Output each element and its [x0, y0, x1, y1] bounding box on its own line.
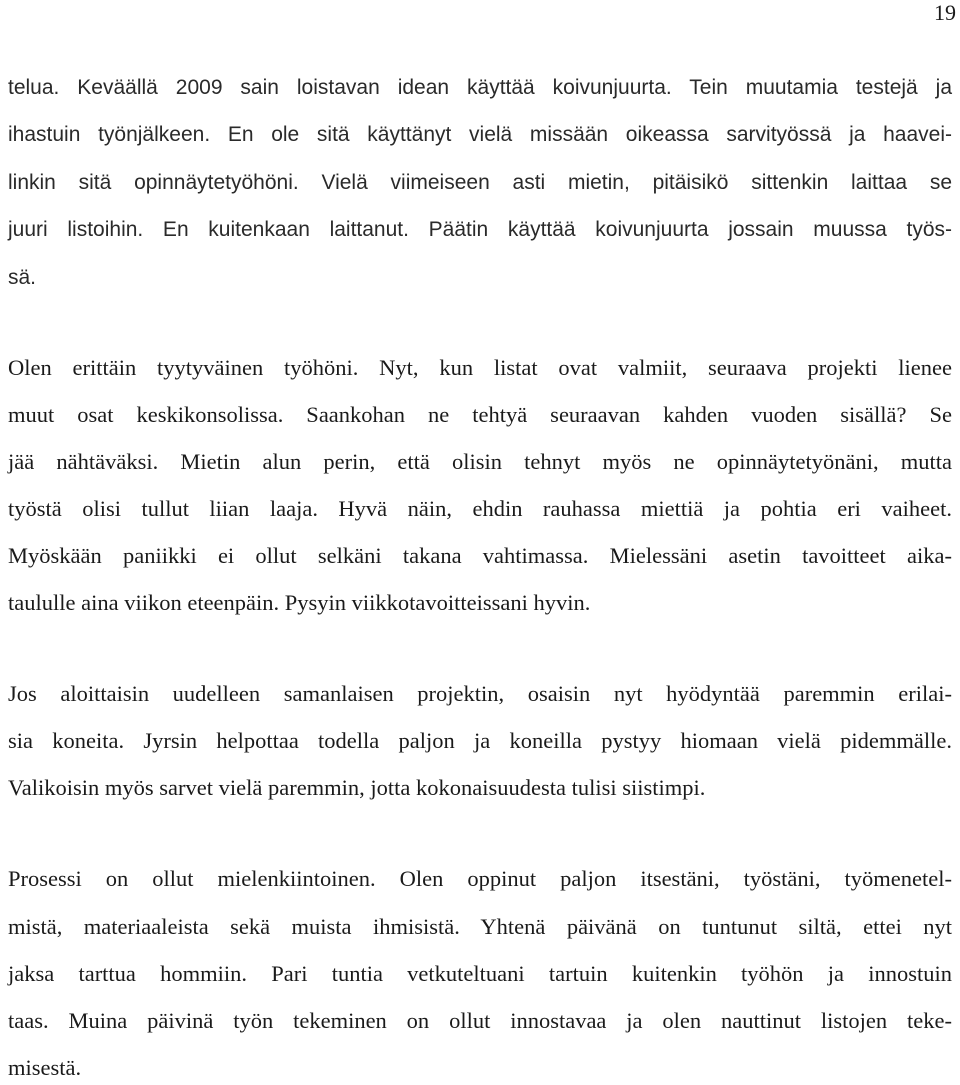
paragraph-line: sä.: [8, 266, 37, 289]
paragraph-line: mistä, materiaaleista sekä muista ihmisistä. Yhtenä päivänä on tuntunut siltä, ettei nyt: [8, 914, 952, 939]
paragraph-line: Jos aloittaisin uudelleen samanlaisen projektin, osaisin nyt hyödyntää paremmin erilai-: [8, 681, 952, 706]
paragraph-line: taas. Muina päivinä työn tekeminen on ollut innostavaa ja olen nauttinut listojen teke-: [8, 1008, 952, 1033]
page-number: 19: [934, 0, 956, 25]
paragraph-line: työstä olisi tullut liian laaja. Hyvä näin, ehdin rauhassa miettiä ja pohtia eri vaiheet.: [8, 496, 952, 521]
paragraph-line: jaksa tarttua hommiin. Pari tuntia vetkuteltuani tartuin kuitenkin työhön ja innostuin: [8, 961, 952, 986]
paragraph-line: telua. Keväällä 2009 sain loistavan idean käyttää koivunjuurta. Tein muutamia testejä ja: [8, 76, 952, 99]
paragraph-line: jää nähtäväksi. Mietin alun perin, että olisin tehnyt myös ne opinnäytetyönäni, mutta: [8, 449, 952, 474]
paragraph-line: muut osat keskikonsolissa. Saankohan ne tehtyä seuraavan kahden vuoden sisällä? Se: [8, 402, 952, 427]
paragraph-line: sia koneita. Jyrsin helpottaa todella paljon ja koneilla pystyy hiomaan vielä pidemmälle.: [8, 728, 952, 753]
paragraph-line: Olen erittäin tyytyväinen työhöni. Nyt, kun listat ovat valmiit, seuraava projekti lienee: [8, 355, 952, 380]
paragraph-line: Valikoisin myös sarvet vielä paremmin, jotta kokonaisuudesta tulisi siistimpi.: [8, 775, 706, 800]
paragraph-line: ihastuin työnjälkeen. En ole sitä käyttänyt vielä missään oikeassa sarvityössä ja haavei-: [8, 123, 952, 146]
paragraph-line: linkin sitä opinnäytetyöhöni. Vielä viimeiseen asti mietin, pitäisikö sittenkin laittaa se: [8, 171, 952, 194]
paragraph-line: misestä.: [8, 1055, 82, 1080]
paragraph-line: Prosessi on ollut mielenkiintoinen. Olen oppinut paljon itsestäni, työstäni, työmenetel-: [8, 866, 952, 891]
paragraph-line: taululle aina viikon eteenpäin. Pysyin viikkotavoitteissani hyvin.: [8, 590, 591, 615]
paragraph-line: juuri listoihin. En kuitenkaan laittanut. Päätin käyttää koivunjuurta jossain muussa työs-: [8, 218, 952, 241]
paragraph-line: Myöskään paniikki ei ollut selkäni takana vahtimassa. Mielessäni asetin tavoitteet aika-: [8, 543, 952, 568]
